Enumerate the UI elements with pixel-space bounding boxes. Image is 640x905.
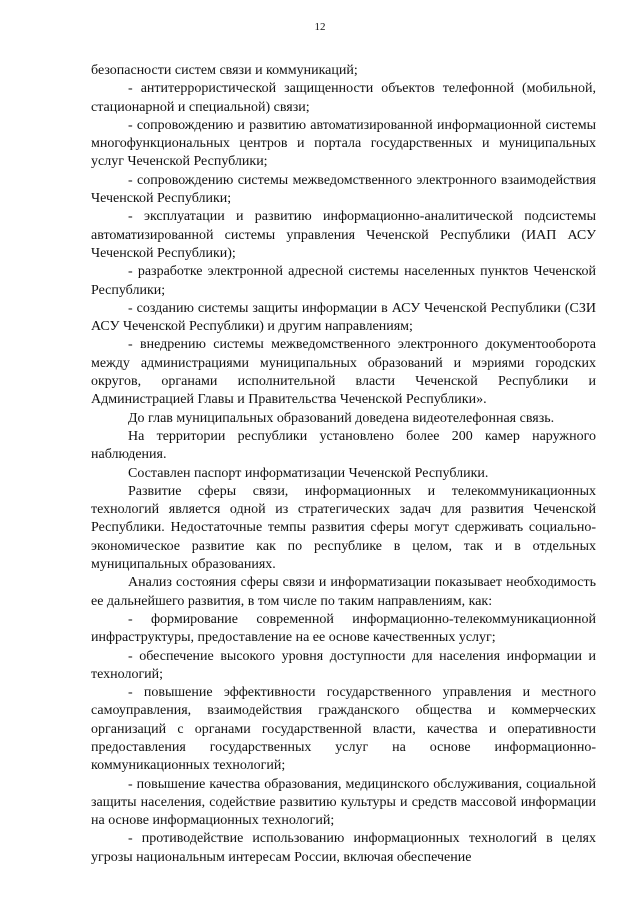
paragraph: - созданию системы защиты информации в АСУ Чеченской Республики (СЗИ АСУ Чеченской Республики) и другим направлениям; [91,300,596,335]
paragraph: - эксплуатации и развитию информационно-аналитической подсистемы автоматизированной системы управления Чеченской Республики (ИАП АСУ Чеченской Республики); [91,209,596,261]
paragraph: - сопровождению и развитию автоматизированной информационной системы многофункциональных центров и портала государственных и муниципальных услуг Чеченской Республики; [91,117,596,170]
paragraph: безопасности систем связи и коммуникаций; [91,63,358,78]
paragraph: - антитеррористической защищенности объектов телефонной (мобильной, стационарной и специальной) связи; [91,81,596,115]
paragraph: - сопровождению системы межведомственного электронного взаимодействия Чеченской Республики; [91,172,596,207]
paragraph: - противодействие использованию информационных технологий в целях угрозы национальным интересам России, включая обеспечение [91,831,596,865]
paragraph: - повышение эффективности государственного управления и местного самоуправления, взаимодействия гражданского общества и коммерческих организаций с органами государственной власти, качества и оперативности предоставления государственных услуг на основе информационно-коммуникационных технологий; [91,685,596,774]
page-number: 12 [314,21,326,33]
paragraph: Анализ состояния сферы связи и информатизации показывает необходимость ее дальнейшего развития, в том числе по таким направлениям, как: [91,575,596,609]
paragraph: - обеспечение высокого уровня доступности для населения информации и технологий; [91,648,596,682]
document-body [91,62,596,867]
paragraph: На территории республики установлено более 200 камер наружного наблюдения. [91,428,596,463]
paragraph: - повышение качества образования, медицинского обслуживания, социальной защиты населения, содействие развитию культуры и средств массовой информации на основе информационных технологий; [91,776,596,829]
paragraph: Развитие сферы связи, информационных и телекоммуникационных технологий является одной из стратегических задач для развития Чеченской Республики. Недостаточные темпы развития сферы могут сдерживать социально-экономическое развитие как по республике в целом, так и в отдельных муниципальных образованиях. [91,483,596,573]
paragraph: - разработке электронной адресной системы населенных пунктов Чеченской Республики; [91,264,596,298]
paragraph: - внедрению системы межведомственного электронного документооборота между администрациями муниципальных образований и мэриями городских округов, органами исполнительной власти Чеченской Республики и Администрацией Главы и Правительства Чеченской Республики». [91,337,596,408]
paragraph: - формирование современной информационно-телекоммуникационной инфраструктуры, предоставление на ее основе качественных услуг; [91,611,596,646]
paragraph: Составлен паспорт информатизации Чеченской Республики. [128,465,489,481]
paragraph: До глав муниципальных образований доведена видеотелефонная связь. [128,410,555,426]
